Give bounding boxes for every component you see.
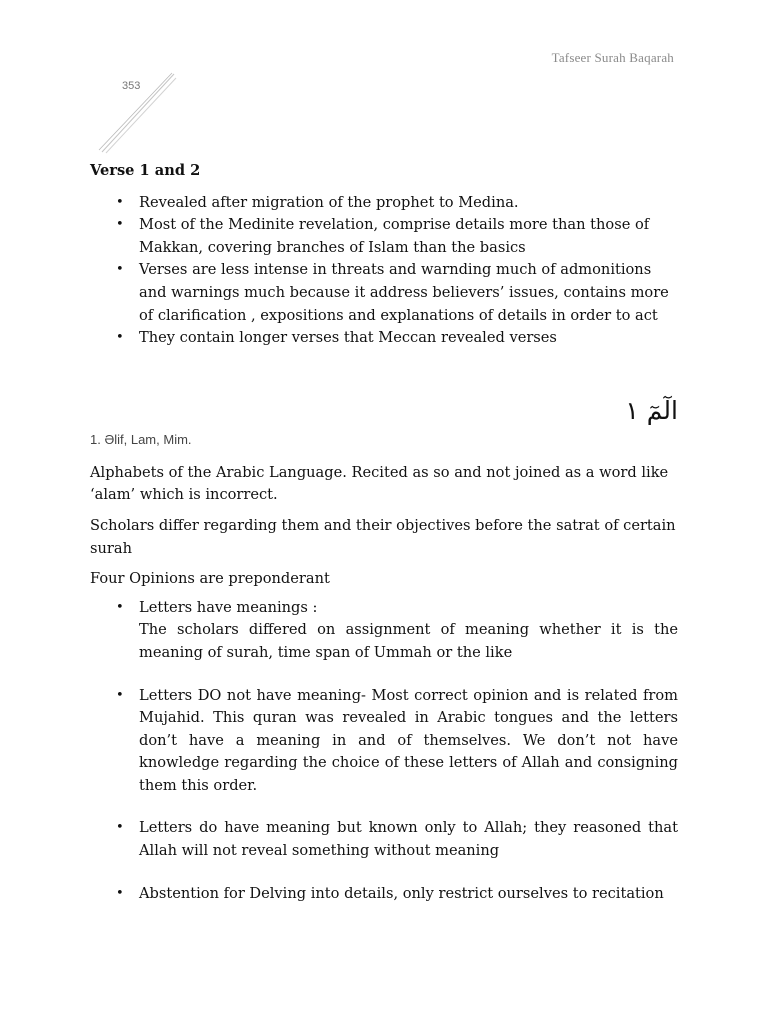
opinion-body: Letters DO not have meaning- Most correct opinion and is related from Mujahid. This quran was revealed in Arabic tongues and the letters don’t have a meaning in and of themselves. We don’t not have knowledge regarding the choice of these letters of Allah and consigning them this order.	[139, 686, 678, 794]
bullet-icon: •	[116, 687, 124, 703]
paragraph-scholars: Scholars differ regarding them and their objectives before the satrat of certain surah	[90, 516, 676, 557]
paragraph-opinions-intro: Four Opinions are preponderant	[90, 570, 330, 588]
list-item	[90, 597, 678, 665]
bullet-icon: •	[116, 599, 124, 615]
running-header-title: Tafseer Surah Baqarah	[551, 50, 674, 65]
bullet-icon: •	[116, 330, 124, 346]
list-item	[90, 817, 678, 862]
list-item	[90, 192, 678, 215]
opinion-body: Abstention for Delving into details, only restrict ourselves to recitation	[139, 884, 664, 902]
list-item-text: They contain longer verses that Meccan revealed verses	[139, 329, 557, 347]
section-heading: Verse 1 and 2	[90, 162, 201, 179]
list-item	[90, 214, 678, 259]
arabic-verse: الٓمٓ ١	[625, 395, 678, 425]
bullet-icon: •	[116, 194, 124, 210]
bullet-icon: •	[116, 262, 124, 278]
list-item-text: Verses are less intense in threats and warnding much of admonitions and warnings much because it address believers’ issues, contains more of clarification , expositions and explanations of details in order to act	[139, 261, 669, 324]
list-item	[90, 327, 678, 350]
page-number: 353	[122, 80, 141, 92]
opinions-bullet-list	[90, 597, 678, 906]
main-content	[90, 160, 678, 905]
list-item-text: Most of the Medinite revelation, comprise details more than those of Makkan, covering branches of Islam than the basics	[139, 216, 650, 256]
opinion-body: The scholars differed on assignment of meaning whether it is the meaning of surah, time span of Ummah or the like	[139, 621, 678, 661]
bullet-icon: •	[116, 820, 124, 836]
opinion-title: Letters have meanings :	[139, 598, 318, 616]
list-item	[90, 685, 678, 798]
corner-decoration	[98, 72, 178, 154]
context-bullet-list	[90, 192, 678, 350]
list-item	[90, 883, 678, 906]
verse-translation: 1. Əlif, Lam, Mim.	[90, 431, 192, 447]
list-item	[90, 259, 678, 327]
opinion-body: Letters do have meaning but known only to Allah; they reasoned that Allah will not reveal something without meaning	[139, 819, 678, 860]
bullet-icon: •	[116, 217, 124, 233]
bullet-icon: •	[116, 885, 124, 901]
list-item-text: Revealed after migration of the prophet to Medina.	[139, 193, 519, 211]
paragraph-alphabets: Alphabets of the Arabic Language. Recited as so and not joined as a word like ‘alam’ which is incorrect.	[90, 463, 669, 504]
